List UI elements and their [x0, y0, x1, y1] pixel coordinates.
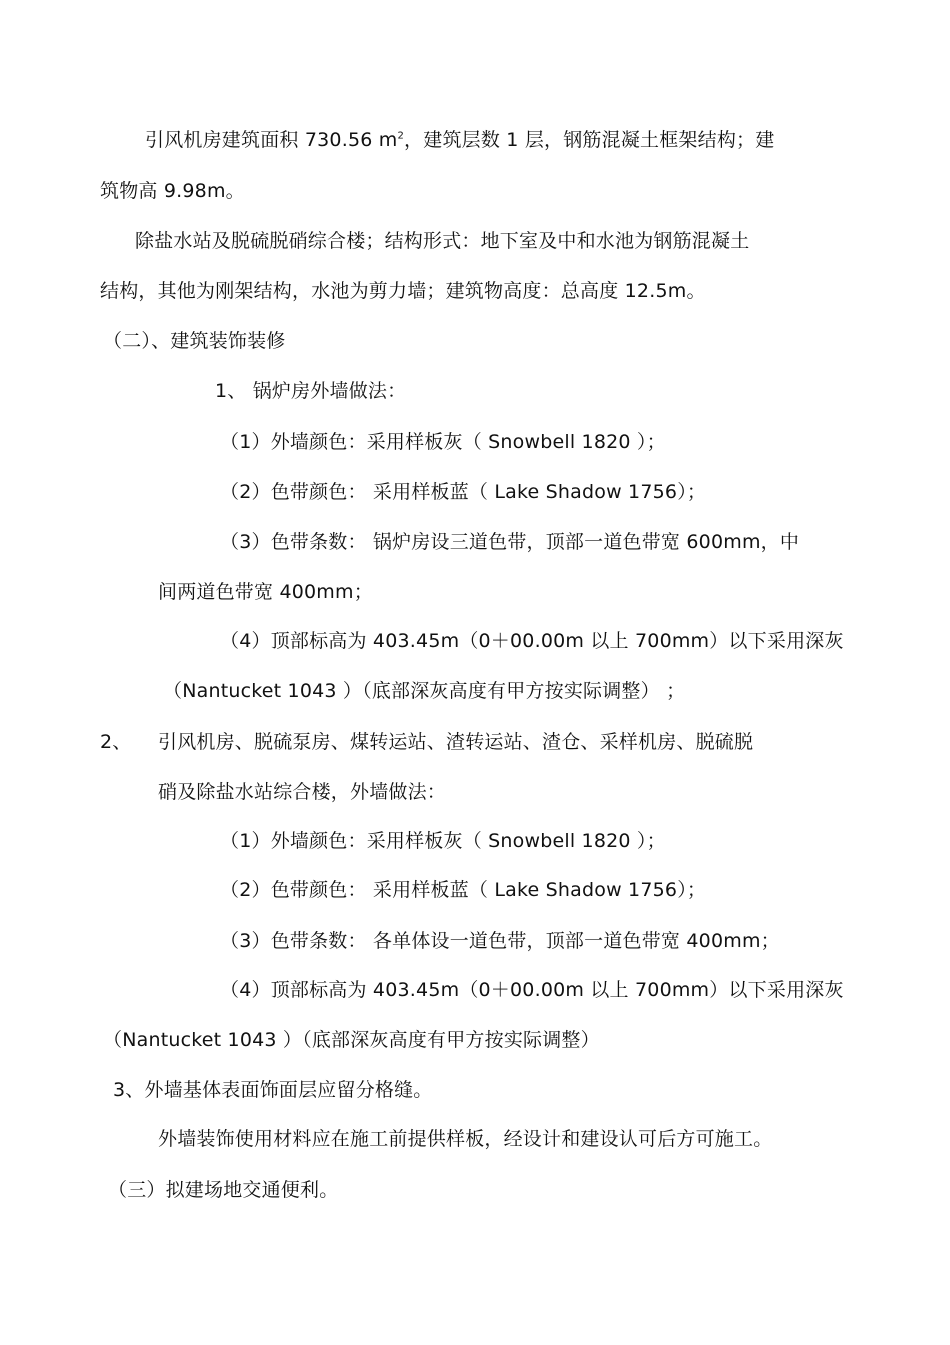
paragraph-line-2: 筑物高 9.98m。 [100, 180, 245, 202]
paragraph-line-1 [145, 128, 774, 152]
list-item-number-2: 2、 [100, 731, 132, 753]
list-subitem-2-4: （4）顶部标高为 403.45m（0＋00.00m 以上 700mm）以下采用深灰 [220, 979, 844, 1001]
list-item-heading-2-cont: 硝及除盐水站综合楼，外墙做法： [158, 781, 447, 803]
list-subitem-1-4: （4）顶部标高为 403.45m（0＋00.00m 以上 700mm）以下采用深灰 [220, 630, 844, 652]
text-segment: 引风机房建筑面积 730.56 m [145, 129, 398, 151]
list-subitem-1-3-cont: 间两道色带宽 400mm； [158, 581, 373, 603]
list-subitem-1-2: （2）色带颜色： 采用样板蓝（ Lake Shadow 1756）； [220, 481, 707, 503]
list-subitem-1-1: （1）外墙颜色：采用样板灰（ Snowbell 1820 ）； [220, 431, 666, 453]
list-item-heading-2: 引风机房、脱硫泵房、煤转运站、渣转运站、渣仓、采样机房、脱硫脱 [158, 731, 754, 753]
section-heading-3: （三）拟建场地交通便利。 [108, 1179, 339, 1201]
list-item-3: 3、外墙基体表面饰面层应留分格缝。 [113, 1079, 433, 1101]
list-subitem-2-3: （3）色带条数： 各单体设一道色带，顶部一道色带宽 400mm； [220, 930, 780, 952]
text-segment: ，建筑层数 1 层，钢筋混凝土框架结构；建 [404, 129, 775, 151]
section-heading-2: （二）、建筑装饰装修 [103, 330, 286, 352]
list-item-heading-1: 1、 锅炉房外墙做法： [215, 380, 407, 402]
list-subitem-2-4-cont: （Nantucket 1043 ）（底部深灰高度有甲方按实际调整） [103, 1029, 600, 1051]
superscript-2: 2 [397, 130, 405, 142]
paragraph-line-3: 除盐水站及脱硫脱硝综合楼；结构形式：地下室及中和水池为钢筋混凝土 [135, 230, 750, 252]
list-subitem-2-2: （2）色带颜色： 采用样板蓝（ Lake Shadow 1756）； [220, 879, 707, 901]
list-subitem-1-4-cont: （Nantucket 1043 ）（底部深灰高度有甲方按实际调整） ； [163, 680, 686, 702]
list-subitem-2-1: （1）外墙颜色：采用样板灰（ Snowbell 1820 ）； [220, 830, 666, 852]
list-subitem-1-3: （3）色带条数： 锅炉房设三道色带，顶部一道色带宽 600mm，中 [220, 531, 800, 553]
paragraph-line-4: 结构，其他为刚架结构，水池为剪力墙；建筑物高度：总高度 12.5m。 [100, 280, 706, 302]
paragraph-note: 外墙装饰使用材料应在施工前提供样板，经设计和建设认可后方可施工。 [158, 1128, 773, 1150]
